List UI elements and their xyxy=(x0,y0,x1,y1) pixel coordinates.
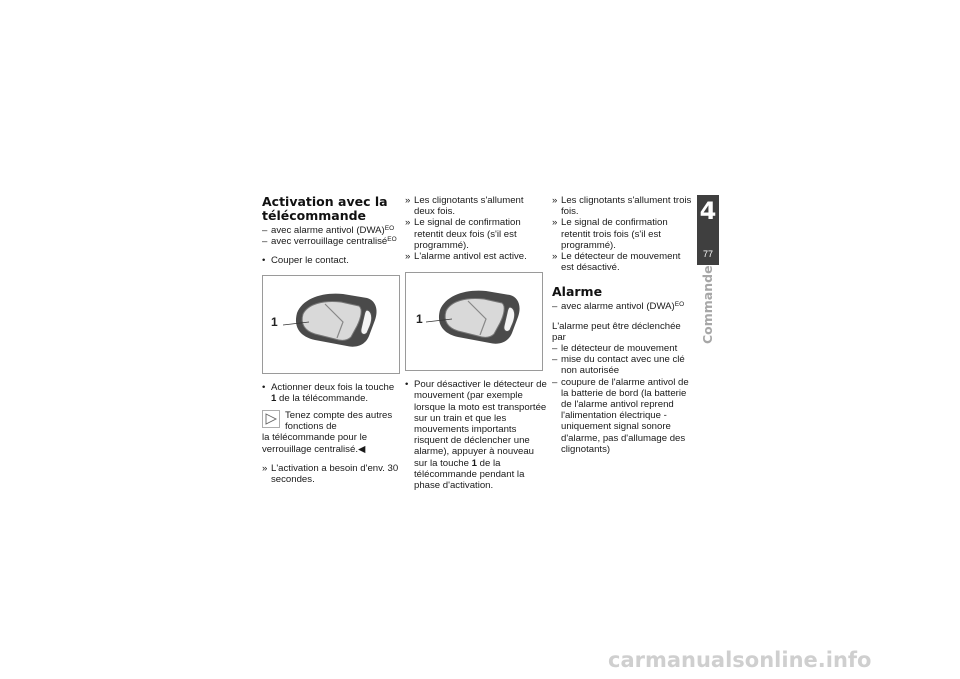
result-turn-signals-three: » Les clignotants s'allument trois fois. xyxy=(552,195,692,218)
chapter-number: 4 xyxy=(699,197,717,225)
note-text-first: Tenez compte des autres fonctions de xyxy=(285,410,393,433)
dash-item-dwa-alarm: – avec alarme antivol (DWA)$^{EO}$ xyxy=(552,301,685,313)
column-1 xyxy=(262,195,402,485)
section-title-activation: Activation avec la télécommande xyxy=(262,194,388,223)
end-of-note-icon: ◀ xyxy=(357,443,366,455)
column-3 xyxy=(552,195,692,455)
remote-key-figure-1 xyxy=(262,275,400,374)
result-confirmation-twice: » Le signal de confirmation retentit deux fois (s'il est programmé). xyxy=(405,217,521,251)
column-2 xyxy=(405,195,547,491)
dash-item-central-locking: – avec verrouillage centralisé$^{EO}$ xyxy=(262,236,397,248)
watermark: carmanualsonline.info xyxy=(608,648,872,672)
result-turn-signals-twice: » Les clignotants s'allument deux fois. xyxy=(405,195,524,218)
result-motion-sensor-off: » Le détecteur de mouvement est désactivé. xyxy=(552,251,681,274)
trigger-motion-sensor: – le détecteur de mouvement xyxy=(552,343,678,355)
result-activation-time: » L'activation a besoin d'env. 30 secondes. xyxy=(262,462,399,486)
section-title-alarm: Alarme xyxy=(552,284,603,300)
note-central-locking xyxy=(262,410,402,455)
trigger-unauthorized-key: – mise du contact avec une clé non autorisée xyxy=(552,354,685,377)
figure-callout-1: 1 xyxy=(271,314,278,329)
note-text-rest: la télécommande pour le verrouillage centralisé.◀ xyxy=(262,432,368,455)
alarm-intro: L'alarme peut être déclenchée par xyxy=(552,320,681,343)
bullet-switch-off-ignition: • Couper le contact. xyxy=(262,255,349,267)
bullet-deactivate-motion-sensor: • Pour désactiver le détecteur de mouvement (par exemple lorsque la moto est transportée sur un train et que les mouvements importants risquent de déclencher une alarme), appuyer à nouveau sur la touche 1 de la télécommande pendant la phase d'activation. xyxy=(405,379,547,492)
result-alarm-active: » L'alarme antivol est active. xyxy=(405,251,527,263)
page-number: 77 xyxy=(702,249,713,259)
result-confirmation-three: » Le signal de confirmation retentit trois fois (s'il est programmé). xyxy=(552,217,668,251)
dash-item-dwa: – avec alarme antivol (DWA)$^{EO}$ xyxy=(262,225,395,236)
chapter-tab xyxy=(697,195,719,265)
trigger-battery-disconnect: – coupure de l'alarme antivol de la batterie de bord (la batterie de l'alarme antivol reprend l'alimentation électrique - uniquement signal sonore d'alarme, pas d'allumage des clignotants) xyxy=(552,376,689,455)
chapter-side-title: Commande xyxy=(700,265,715,344)
figure-callout-1b: 1 xyxy=(416,312,423,327)
remote-key-figure-2 xyxy=(405,272,543,371)
note-triangle-icon xyxy=(262,410,280,428)
remote-key-illustration-2 xyxy=(406,273,542,370)
bullet-press-button-twice: • Actionner deux fois la touche 1 de la télécommande. xyxy=(262,381,395,404)
remote-key-illustration xyxy=(263,276,399,373)
